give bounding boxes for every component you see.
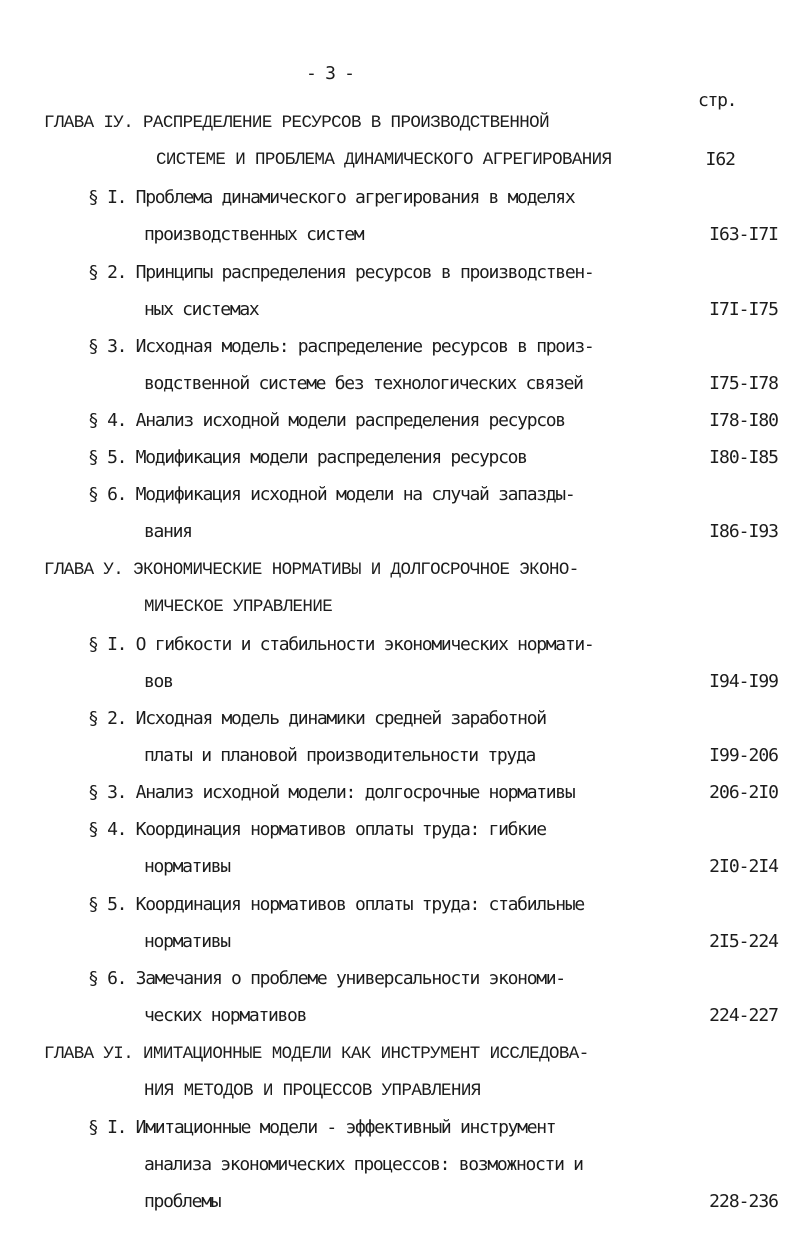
toc-entry-line: вания: [144, 521, 192, 542]
toc-entry-line: нормативы: [144, 931, 230, 952]
page-column-label: стр.: [698, 90, 737, 111]
toc-entry-pages: I99-206: [709, 745, 778, 766]
toc-entry-line: проблемы: [144, 1191, 221, 1212]
toc-entry-pages: I80-I85: [709, 447, 778, 468]
toc-entry-line: § 6. Замечания о проблеме универсальности экономи-: [88, 968, 565, 989]
toc-entry-line: § 3. Исходная модель: распределение ресурсов в произ-: [88, 336, 594, 357]
toc-entry-pages: I7I-I75: [709, 299, 778, 320]
chapter-4-title-line2: СИСТЕМЕ И ПРОБЛЕМА ДИНАМИЧЕСКОГО АГРЕГИРОВАНИЯ: [156, 150, 612, 170]
chapter-5-title-line1: ГЛАВА У. ЭКОНОМИЧЕСКИЕ НОРМАТИВЫ И ДОЛГОСРОЧНОЕ ЭКОНО-: [44, 560, 579, 580]
chapter-4-page: I62: [705, 149, 735, 170]
toc-entry-pages: I86-I93: [709, 521, 778, 542]
toc-entry-line: § 4. Анализ исходной модели распределения ресурсов: [88, 410, 565, 431]
toc-entry-line: § I. Проблема динамического агрегирования в моделях: [88, 187, 575, 208]
toc-entry-line: § 2. Принципы распределения ресурсов в производствен-: [88, 262, 594, 283]
chapter-6-title-line2: НИЯ МЕТОДОВ И ПРОЦЕССОВ УПРАВЛЕНИЯ: [144, 1081, 481, 1101]
toc-entry-pages: I63-I7I: [709, 224, 778, 245]
toc-entry-line: вов: [144, 671, 173, 692]
chapter-6-title-line1: ГЛАВА УI. ИМИТАЦИОННЫЕ МОДЕЛИ КАК ИНСТРУМЕНТ ИССЛЕДОВА-: [44, 1044, 589, 1064]
toc-entry-pages: 228-236: [709, 1191, 778, 1212]
toc-entry-line: водственной системе без технологических связей: [144, 373, 583, 394]
toc-entry-pages: 2I5-224: [709, 931, 778, 952]
toc-entry-line: анализа экономических процессов: возможности и: [144, 1154, 583, 1175]
toc-entry-pages: 206-2I0: [709, 782, 778, 803]
toc-entry-line: § 2. Исходная модель динамики средней заработной: [88, 708, 546, 729]
toc-entry-line: § 6. Модификация исходной модели на случай запазды-: [88, 484, 575, 505]
chapter-5-title-line2: МИЧЕСКОЕ УПРАВЛЕНИЕ: [144, 597, 333, 617]
toc-entry-line: § I. Имитационные модели - эффективный инструмент: [88, 1117, 556, 1138]
toc-entry-line: ных системах: [144, 299, 259, 320]
toc-entry-line: § I. О гибкости и стабильности экономических нормати-: [88, 634, 594, 655]
toc-entry-line: нормативы: [144, 856, 230, 877]
toc-entry-line: ческих нормативов: [144, 1005, 307, 1026]
toc-entry-pages: 2I0-2I4: [709, 856, 778, 877]
page-number: - 3 -: [306, 63, 354, 84]
toc-entry-pages: I94-I99: [709, 671, 778, 692]
toc-entry-line: платы и плановой производительности труда: [144, 745, 536, 766]
toc-entry-line: § 5. Координация нормативов оплаты труда: стабильные: [88, 894, 584, 915]
chapter-4-title-line1: ГЛАВА IУ. РАСПРЕДЕЛЕНИЕ РЕСУРСОВ В ПРОИЗВОДСТВЕННОЙ: [44, 113, 549, 133]
toc-entry-line: § 3. Анализ исходной модели: долгосрочные нормативы: [88, 782, 575, 803]
toc-entry-pages: 224-227: [709, 1005, 778, 1026]
toc-entry-line: § 5. Модификация модели распределения ресурсов: [88, 447, 527, 468]
toc-entry-line: § 4. Координация нормативов оплаты труда: гибкие: [88, 819, 546, 840]
toc-entry-pages: I75-I78: [709, 373, 778, 394]
toc-entry-pages: I78-I80: [709, 410, 778, 431]
toc-entry-line: производственных систем: [144, 224, 364, 245]
